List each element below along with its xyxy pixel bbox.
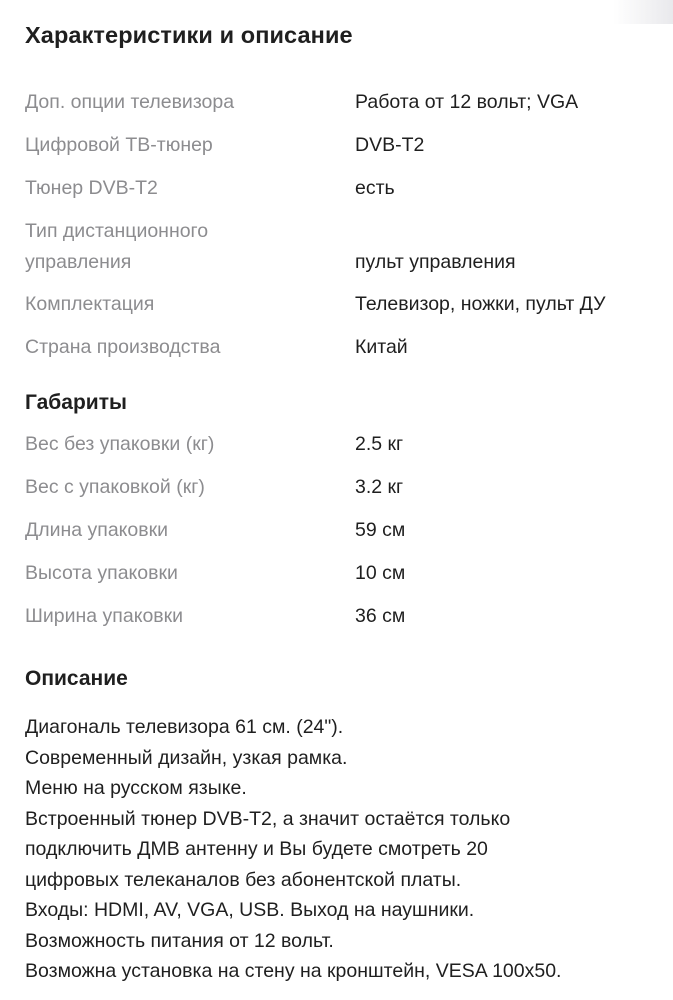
- dimension-row: [25, 601, 665, 631]
- description-line: цифровых телеканалов без абонентской платы.: [25, 868, 462, 891]
- dimension-label: Длина упаковки: [25, 519, 169, 541]
- spec-label: Цифровой ТВ-тюнер: [25, 134, 213, 156]
- description-line: Диагональ телевизора 61 см. (24").: [25, 716, 344, 738]
- description-line: Входы: HDMI, AV, VGA, USB. Выход на наушники.: [25, 899, 475, 921]
- dimension-row: [25, 429, 665, 459]
- dimensions-title: Габариты: [25, 391, 127, 414]
- spec-label: Комплектация: [25, 293, 155, 315]
- spec-value: есть: [355, 177, 395, 199]
- description-line: подключить ДМВ антенну и Вы будете смотреть 20: [25, 838, 488, 860]
- description-line: Встроенный тюнер DVB-T2, а значит остаётся только: [25, 807, 511, 830]
- spec-row: [25, 173, 665, 203]
- dimension-row: [25, 558, 665, 588]
- dimension-label: Высота упаковки: [25, 562, 178, 584]
- spec-value: DVB-T2: [355, 134, 425, 156]
- description-line: Возможна установка на стену на кронштейн, VESA 100x50.: [25, 960, 562, 982]
- spec-row: [25, 332, 665, 362]
- description-title: Описание: [25, 667, 128, 690]
- dimension-label: Вес без упаковки (кг): [25, 433, 215, 455]
- dimension-row: [25, 472, 665, 502]
- dimension-value: 2.5 кг: [355, 433, 404, 455]
- dimension-label: Вес с упаковкой (кг): [25, 476, 205, 498]
- dimension-row: [25, 515, 665, 545]
- description-line: Возможность питания от 12 вольт.: [25, 929, 334, 952]
- spec-label: Тюнер DVB-T2: [25, 177, 158, 199]
- spec-label: Доп. опции телевизора: [25, 91, 235, 113]
- spec-row: [25, 87, 665, 117]
- description-text: [25, 712, 665, 987]
- spec-row: [25, 216, 665, 273]
- dimension-value: 3.2 кг: [355, 476, 404, 498]
- spec-value: Китай: [355, 336, 408, 358]
- spec-row: [25, 130, 665, 160]
- spec-value: Телевизор, ножки, пульт ДУ: [355, 293, 606, 315]
- dimension-value: 10 см: [355, 562, 406, 584]
- description-line: Современный дизайн, узкая рамка.: [25, 746, 348, 769]
- spec-row: [25, 289, 665, 319]
- dimension-label: Ширина упаковки: [25, 605, 184, 627]
- dimension-value: 59 см: [355, 519, 406, 541]
- spec-label: Тип дистанционного управления: [25, 220, 209, 273]
- page-title: Характеристики и описание: [25, 22, 353, 48]
- spec-value: пульт управления: [355, 251, 516, 273]
- description-line: Меню на русском языке.: [25, 777, 247, 799]
- spec-value: Работа от 12 вольт; VGA: [355, 91, 579, 113]
- spec-label: Страна производства: [25, 336, 221, 358]
- top-right-shade: [613, 0, 673, 24]
- dimension-value: 36 см: [355, 605, 406, 627]
